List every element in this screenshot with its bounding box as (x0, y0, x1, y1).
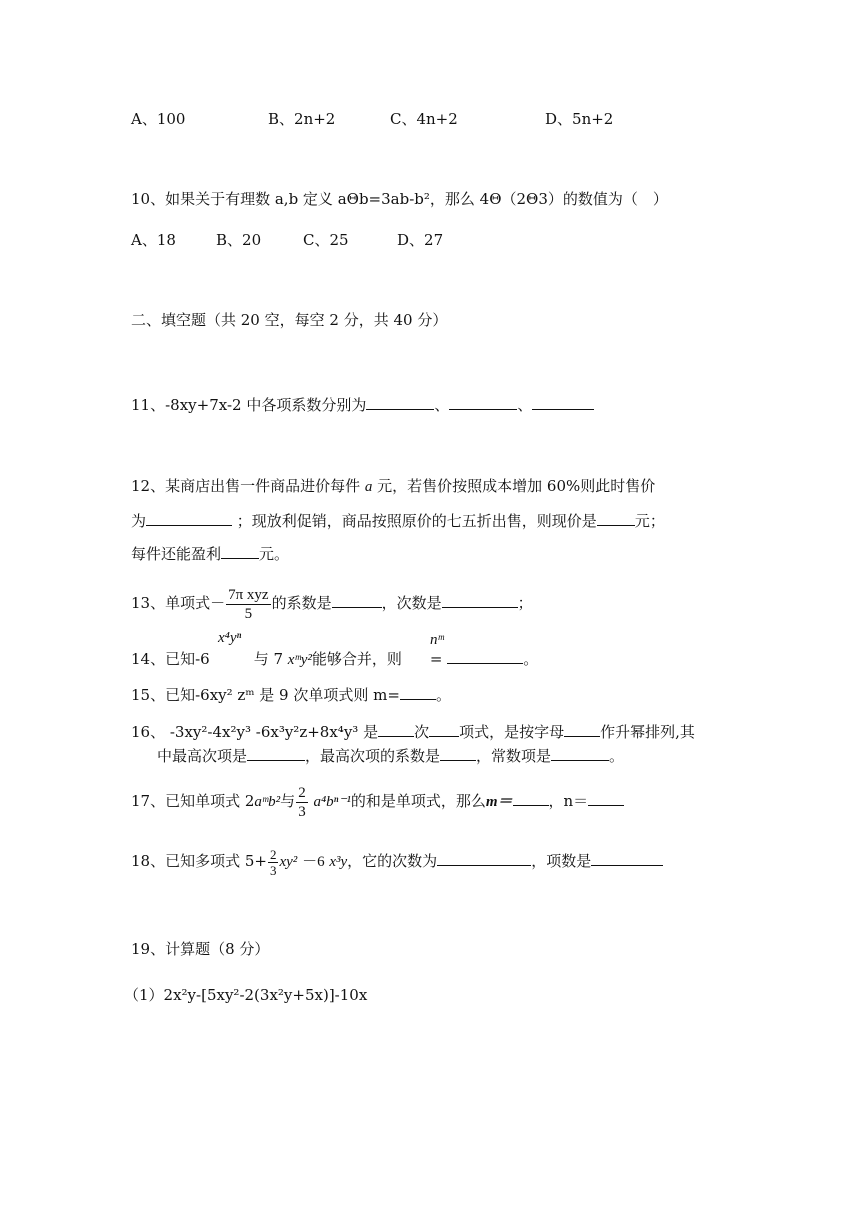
q18-fraction (268, 847, 279, 878)
q17-n-eq: ，n＝ (548, 792, 589, 810)
q11-blank-1[interactable] (366, 394, 434, 410)
q18-mid2: ，项数是 (531, 852, 592, 870)
q13-text-degree: ，次数是 (381, 594, 442, 612)
q17-term-2: a⁴bⁿ⁻¹ (313, 794, 351, 810)
q16-text-3: 中最高次项是 (157, 747, 248, 765)
q10-stem: 10、如果关于有理数 a,b 定义 aΘb=3ab-b²，那么 4Θ（2Θ3）的数值为（ ） (131, 190, 668, 208)
q14-prefix: 14、已知-6 (131, 650, 210, 668)
q14-mid2: 能够合并，则 (311, 650, 402, 668)
q16-ci: 次 (414, 723, 430, 741)
q10-option-b: B、20 (216, 231, 262, 249)
q9-option-d: D、5n+2 (545, 110, 614, 128)
q16-blank-letter[interactable] (564, 721, 600, 737)
q18-minus: －6 (302, 854, 325, 870)
q12-unit: 元； (634, 512, 665, 530)
q12-var-a: a (364, 479, 373, 495)
q13-blank-coef[interactable] (332, 592, 382, 608)
q14-term-x4yn: x⁴yⁿ (218, 630, 242, 646)
q18-frac-num: 2 (269, 846, 277, 862)
q12-blank-profit[interactable] (221, 543, 259, 559)
q12-line-2 (131, 510, 665, 531)
q18-blank-terms[interactable] (591, 850, 663, 866)
q19-title: 19、计算题（8 分） (131, 940, 270, 958)
q14-blank[interactable] (447, 648, 523, 664)
q16-line-1 (131, 721, 695, 742)
q15-text: 15、已知-6xy² zᵐ 是 9 次单项式则 m= (131, 686, 400, 704)
q16-line-2 (157, 745, 624, 766)
q15-blank[interactable] (400, 684, 436, 700)
q18-term-2: x³y (329, 854, 348, 870)
q12-text-6: 元。 (259, 545, 290, 563)
q12-blank-price[interactable] (146, 510, 232, 526)
q17-blank-n[interactable] (588, 790, 624, 806)
q16-blank-highest[interactable] (247, 745, 305, 761)
q13-end: ； (517, 594, 533, 612)
q15 (131, 684, 451, 705)
q12-text-3: 为 (131, 512, 147, 530)
q11-blank-2[interactable] (449, 394, 517, 410)
q16-blank-terms[interactable] (429, 721, 459, 737)
q16-xiang: 项式，是按字母 (459, 723, 565, 741)
q16-blank-degree[interactable] (378, 721, 414, 737)
q18-frac-den: 3 (269, 862, 277, 878)
q13-fraction (226, 586, 270, 623)
q13-frac-num: 7π xyz (228, 586, 269, 603)
q12-blank-discount[interactable] (597, 510, 635, 526)
q12-text-5: 每件还能盈利 (131, 545, 222, 563)
q12-line-1 (131, 476, 655, 497)
q17-mid: 与 (280, 792, 296, 810)
q16-text-5: ，常数项是 (476, 747, 552, 765)
q17-fraction (296, 784, 308, 821)
q10-option-a: A、18 (131, 231, 176, 249)
q13 (131, 585, 533, 623)
q11-sep-1: 、 (434, 396, 450, 414)
section-title-fill-in: 二、填空题（共 20 空，每空 2 分，共 40 分） (131, 311, 448, 329)
q11 (131, 394, 594, 415)
q13-frac-den: 5 (244, 605, 253, 622)
q17-blank-m[interactable] (513, 790, 549, 806)
q9-option-c: C、4n+2 (390, 110, 458, 128)
q14-end: 。 (523, 650, 539, 668)
q16-blank-coef[interactable] (440, 745, 476, 761)
q17-mid2: 的和是单项式，那么 (350, 792, 486, 810)
q12-text-1: 12、某商店出售一件商品进价每件 (131, 477, 361, 495)
q11-blank-3[interactable] (532, 394, 594, 410)
q17-prefix: 17、已知单项式 2 (131, 792, 255, 810)
q12-text-4: ；现放利促销，商品按照原价的七五折出售，则现价是 (236, 512, 597, 530)
q17-term-1: aᵐb² (254, 794, 281, 810)
q17-frac-den: 3 (298, 803, 306, 820)
q14-mid: 与 7 (253, 650, 284, 668)
q13-prefix: 13、单项式－ (131, 594, 226, 612)
q16-blank-constant[interactable] (551, 745, 609, 761)
q9-option-b: B、2n+2 (268, 110, 336, 128)
q18-blank-degree[interactable] (437, 850, 531, 866)
q12-text-2: 元，若售价按照成本增加 60%则此时售价 (377, 477, 656, 495)
q13-blank-degree[interactable] (442, 592, 518, 608)
q14-eq: = (429, 650, 443, 668)
q16-text-2: 作升幂排列,其 (600, 723, 695, 741)
q12-line-3 (131, 543, 289, 564)
q10-option-d: D、27 (397, 231, 444, 249)
q14-term-xmy2: xᵐy² (287, 652, 312, 668)
q15-end: 。 (435, 686, 451, 704)
q13-text-coef: 的系数是 (271, 594, 332, 612)
q11-text: 11、-8xy+7x-2 中各项系数分别为 (131, 396, 367, 414)
q19-sub-1: （1）2x²y-[5xy²-2(3x²y+5x)]-10x (124, 986, 368, 1004)
q18-prefix: 18、已知多项式 5+ (131, 852, 267, 870)
q11-sep-2: 、 (517, 396, 533, 414)
q18 (131, 842, 663, 881)
q17-frac-num: 2 (298, 784, 306, 801)
q16-end: 。 (609, 747, 625, 765)
q18-mid: ，它的次数为 (347, 852, 438, 870)
q16-text-1: 16、 -3xy²-4x²y³ -6x³y²z+8x⁴y³ 是 (131, 723, 379, 741)
q10-option-c: C、25 (303, 231, 349, 249)
q16-text-4: ，最高次项的系数是 (305, 747, 441, 765)
q17 (131, 782, 624, 821)
q17-m-eq: m＝ (485, 794, 513, 810)
q14-power-nm: nᵐ (430, 632, 444, 648)
q14 (131, 648, 538, 670)
q9-option-a: A、100 (131, 110, 186, 128)
q18-term-1: xy² (279, 854, 298, 870)
